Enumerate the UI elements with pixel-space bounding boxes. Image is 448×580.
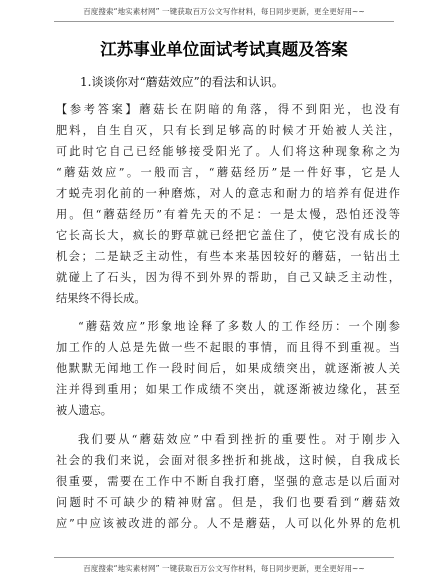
para2-line: 注并得到重用；如果工作成绩不突出，就逐渐被边缘化，甚至	[56, 382, 400, 396]
para2-line: “蘑菇效应”形象地诠释了多数人的工作经历：一个刚参	[78, 319, 400, 333]
para3-line: 我们要从“蘑菇效应”中看到挫折的重要性。对于刚步入	[78, 432, 400, 446]
para3-line: 问题时不可缺少的精神财富。但是，我们也要看到“蘑菇效	[56, 495, 400, 509]
para1-line: “蘑菇效应”。一般而言，“蘑菇经历”是一件好事，它是人	[56, 166, 400, 179]
header-banner: 百度搜索“地实素材网” 一键获取百万公文写作材料，每日同步更新，更全更好用~~	[83, 7, 365, 16]
question-text: 1.谈谈你对“蘑菇效应”的看法和认识。	[80, 75, 284, 89]
para2-line: 被人遗忘。	[56, 403, 112, 417]
para1-line: 【参考答案】蘑菇长在阴暗的角落，得不到阳光，也没有	[56, 103, 400, 116]
para2-line: 他默默无闻地工作一段时间后，如果成绩突出，就逐渐被人关	[56, 361, 400, 375]
document-title: 江苏事业单位面试考试真题及答案	[100, 40, 348, 59]
para3-line: 很重要，需要在工作中不断自我打磨，坚强的意志是以后面对	[56, 474, 400, 488]
para1-line: 可此时它自己已经能够接受阳光了。人们将这种现象称之为	[56, 145, 400, 158]
header-rule	[54, 21, 394, 22]
answer-body	[56, 99, 400, 534]
footer-banner: 百度搜索“地实素材网” 一键获取百万公文写作材料，每日同步更新，更全更好用~~	[83, 564, 365, 573]
para3-line: 应”中应该被改进的部分。人不是蘑菇，人可以化外界的危机	[56, 516, 400, 530]
para1-line: 机会；二是缺乏主动性，有些本来基因较好的蘑菇，一钻出土	[56, 250, 400, 263]
para1-line: 才蜕壳羽化前的一种磨炼，对人的意志和耐力的培养有促进作	[56, 187, 400, 200]
para1-line: 肥料，自生自灭，只有长到足够高的时候才开始被人关注，	[56, 124, 400, 137]
para1-line: 它长高长大，疯长的野草就已经把它盖住了，使它没有成长的	[56, 229, 400, 242]
footer-rule	[54, 557, 394, 558]
para1-line: 用。但“蘑菇经历”有着先天的不足：一是太慢，恐怕还没等	[56, 208, 400, 221]
para3-line: 社会的我们来说，会面对很多挫折和挑战，这时候，自我成长	[56, 453, 400, 467]
para1-line: 结果终不得长成。	[56, 292, 146, 305]
para1-line: 就碰上了石头，因为得不到外界的帮助，自己又缺乏主动性，	[56, 271, 400, 284]
para2-line: 加工作的人总是先做一些不起眼的事情，而且得不到重视。当	[56, 340, 400, 354]
